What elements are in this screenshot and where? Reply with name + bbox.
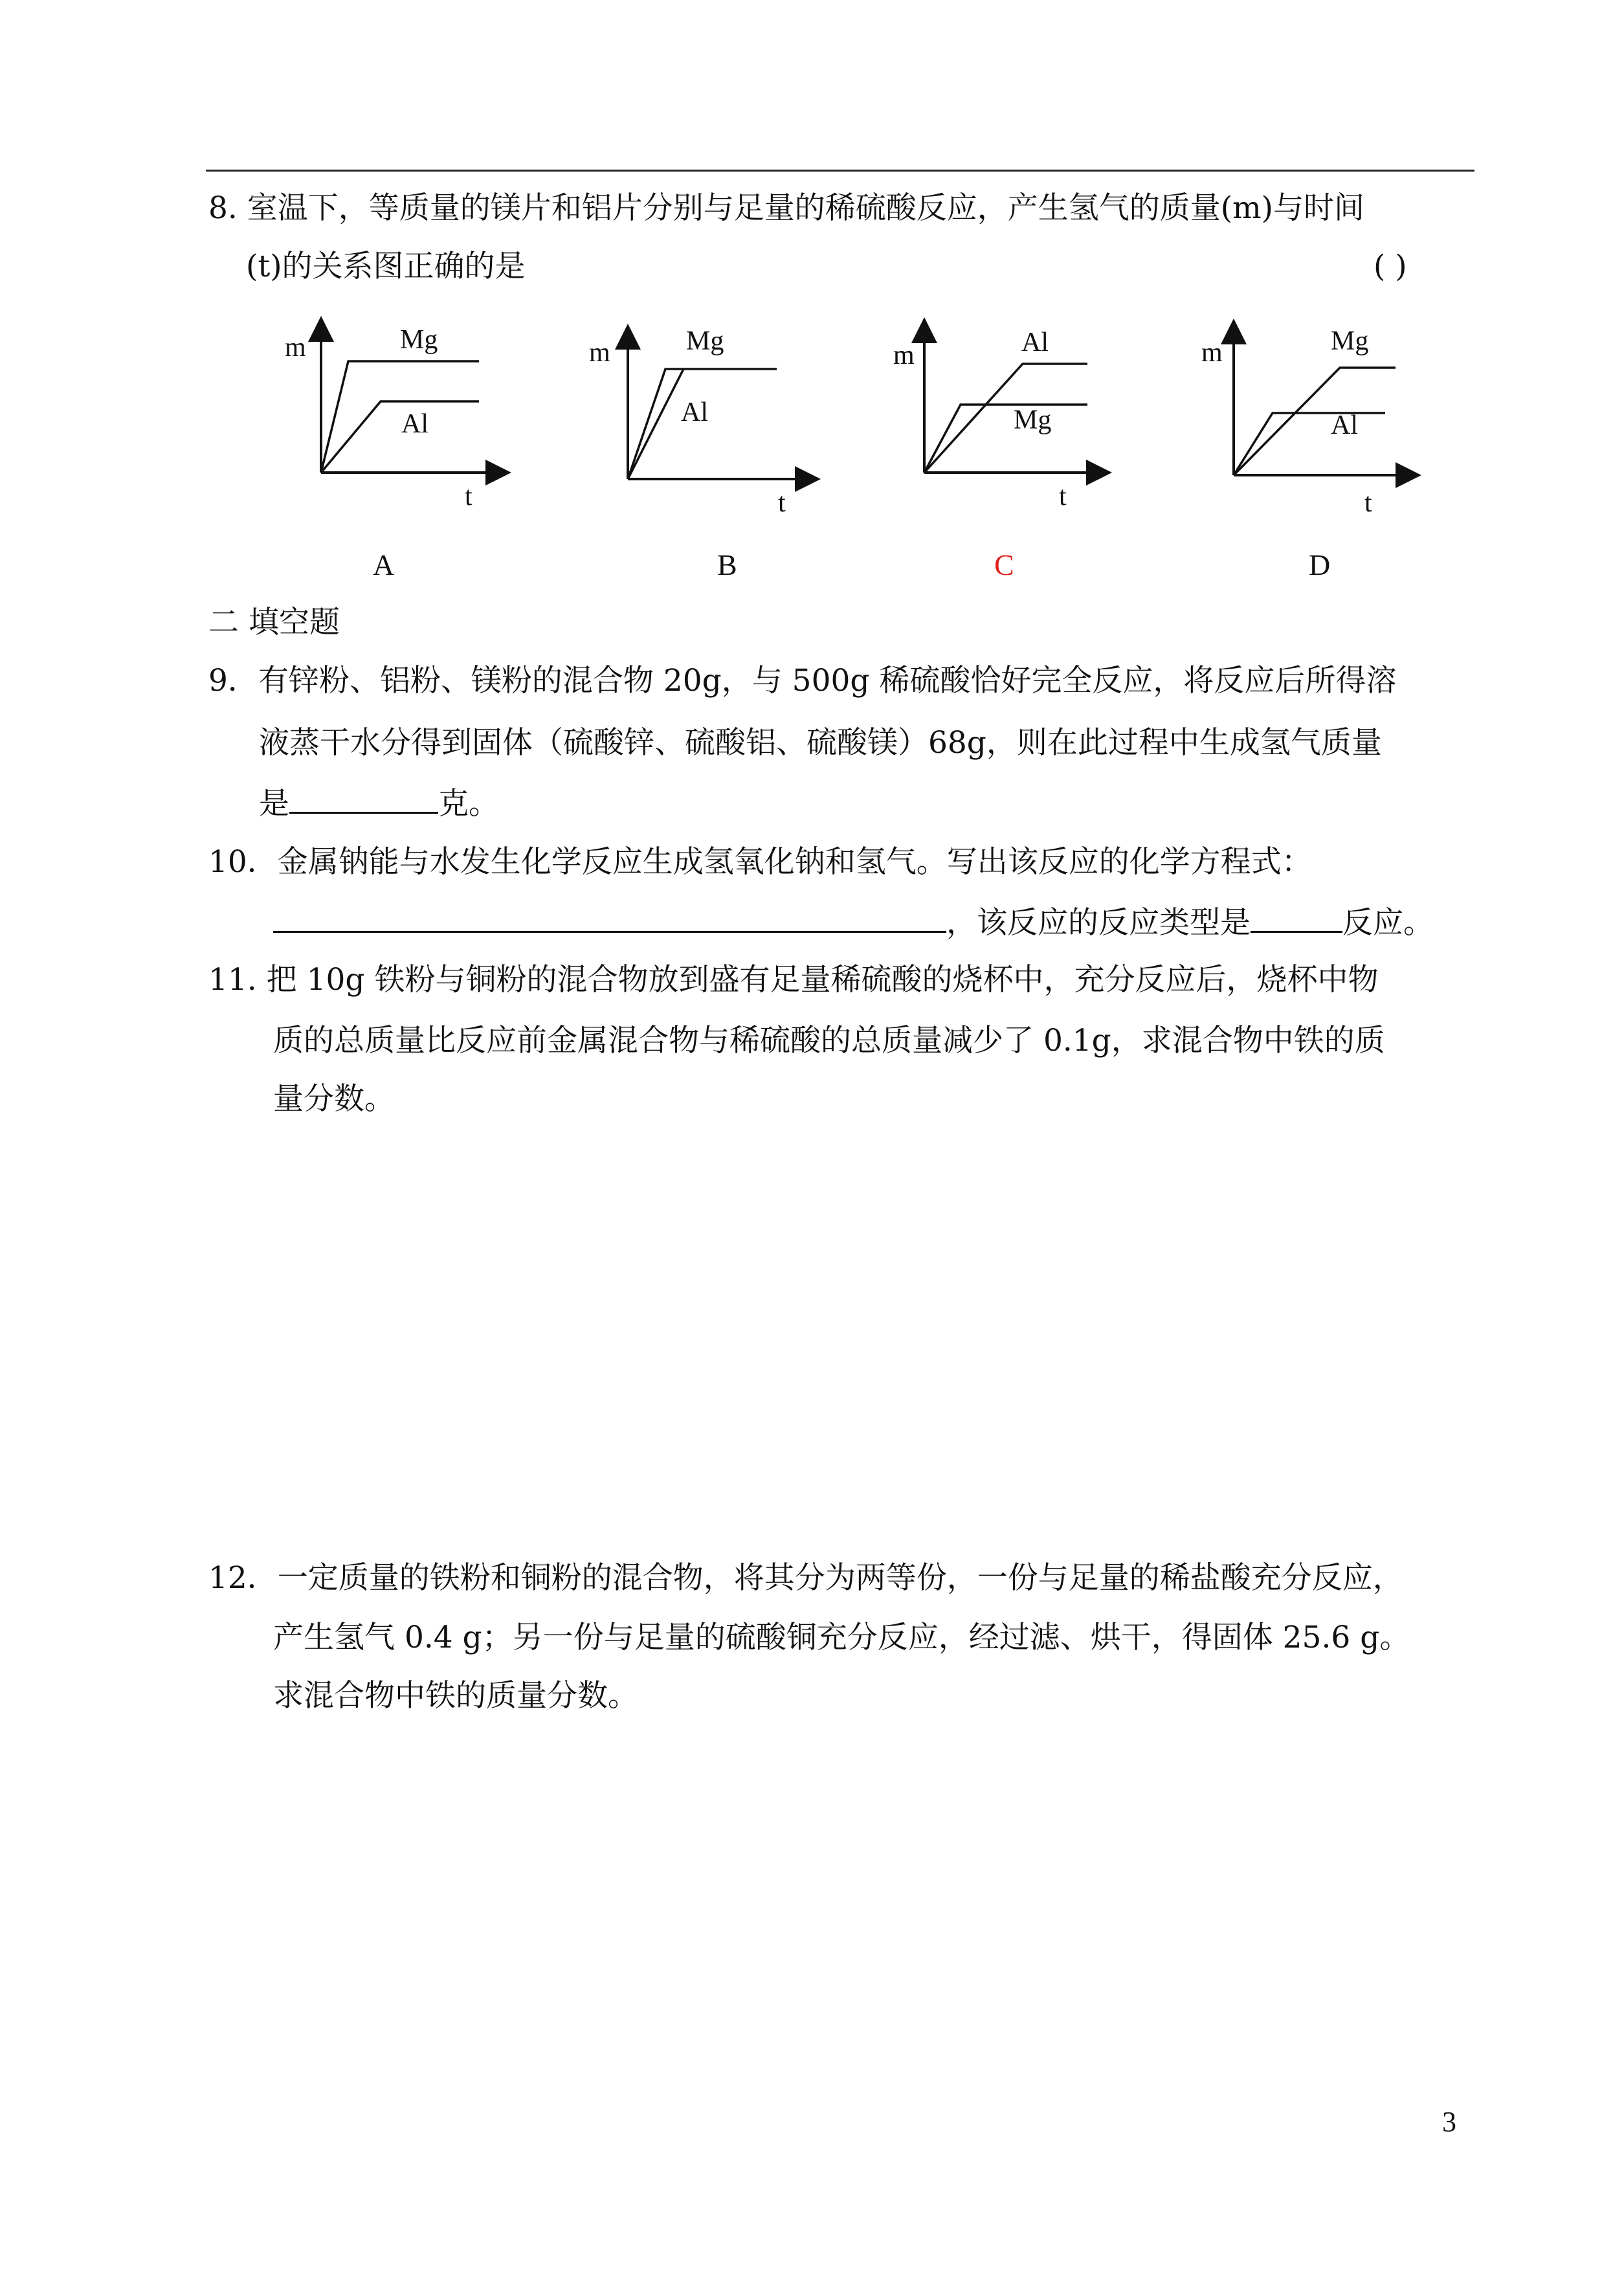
header-rule [206,170,1474,172]
q8-line1: 8. 室温下，等质量的镁片和铝片分别与足量的稀硫酸反应，产生氢气的质量(m)与时间 [208,190,1365,226]
q12-line2: 产生氢气 0.4 g；另一份与足量的硫酸铜充分反应，经过滤、烘干，得固体 25.6 g。 [273,1620,1410,1655]
line-al [321,401,479,473]
q10-line2 [273,902,1434,943]
line-al [924,364,1087,473]
lower-line-label: Al [681,397,708,427]
q12-line3: 求混合物中铁的质量分数。 [273,1678,638,1714]
x-axis-label: t [465,482,473,511]
q8-line2: (t)的关系图正确的是 [246,249,526,284]
line-al [628,369,684,479]
lower-line-label: Mg [1014,405,1052,435]
lower-line-label: Al [1331,410,1358,440]
q9-line2: 液蒸干水分得到固体（硫酸锌、硫酸铝、硫酸镁）68g，则在此过程中生成氢气质量 [259,725,1382,761]
graph-b [589,317,822,537]
q9-line3 [259,783,499,823]
option-b-label: B [717,548,737,581]
q10-line2-mid: ，该反应的反应类型是 [946,905,1251,941]
upper-line-label: Mg [686,326,724,356]
option-a-label: A [373,548,395,581]
x-axis-label: t [1059,482,1067,511]
upper-line-label: Mg [400,325,438,355]
y-axis-label: m [1201,338,1223,368]
y-axis-label: m [893,341,915,370]
option-d-label: D [1309,548,1331,581]
y-axis-label: m [589,338,610,368]
q9-answer-blank[interactable] [289,783,438,814]
q8-answer-bracket: ( ) [1374,249,1407,284]
x-axis-label: t [778,488,786,518]
line-al [1234,413,1385,475]
lower-line-label: Al [401,409,428,439]
q10-line1: 10．金属钠能与水发生化学反应生成氢氧化钠和氢气。写出该反应的化学方程式： [208,844,1312,880]
upper-line-label: Al [1021,328,1049,357]
upper-line-label: Mg [1331,326,1369,356]
graph-d [1201,317,1434,537]
section-title: 二 填空题 [208,605,340,640]
q9-line3-pre: 是 [259,786,289,822]
q11-line1: 11. 把 10g 铁粉与铜粉的混合物放到盛有足量稀硫酸的烧杯中，充分反应后，烧杯中物 [208,962,1379,998]
q11-line3: 量分数。 [273,1081,395,1117]
q10-equation-blank[interactable] [273,902,946,933]
line-mg [924,405,1087,473]
option-c-label: C [994,548,1014,581]
page-number: 3 [1442,2106,1456,2138]
q9-line3-post: 克。 [438,786,499,822]
graph-c [893,317,1126,531]
x-axis-label: t [1364,488,1372,518]
y-axis-label: m [285,333,306,363]
line-mg [321,361,479,473]
q11-line2: 质的总质量比反应前金属混合物与稀硫酸的总质量减少了 0.1g，求混合物中铁的质 [273,1023,1385,1058]
q12-line1: 12．一定质量的铁粉和铜粉的混合物，将其分为两等份，一份与足量的稀盐酸充分反应， [208,1560,1403,1596]
q10-line2-post: 反应。 [1342,905,1434,941]
graph-a [285,317,518,531]
q9-line1: 9．有锌粉、铝粉、镁粉的混合物 20g，与 500g 稀硫酸恰好完全反应，将反应后所得溶 [208,663,1397,699]
q10-type-blank[interactable] [1251,902,1342,933]
line-mg [1234,368,1396,475]
